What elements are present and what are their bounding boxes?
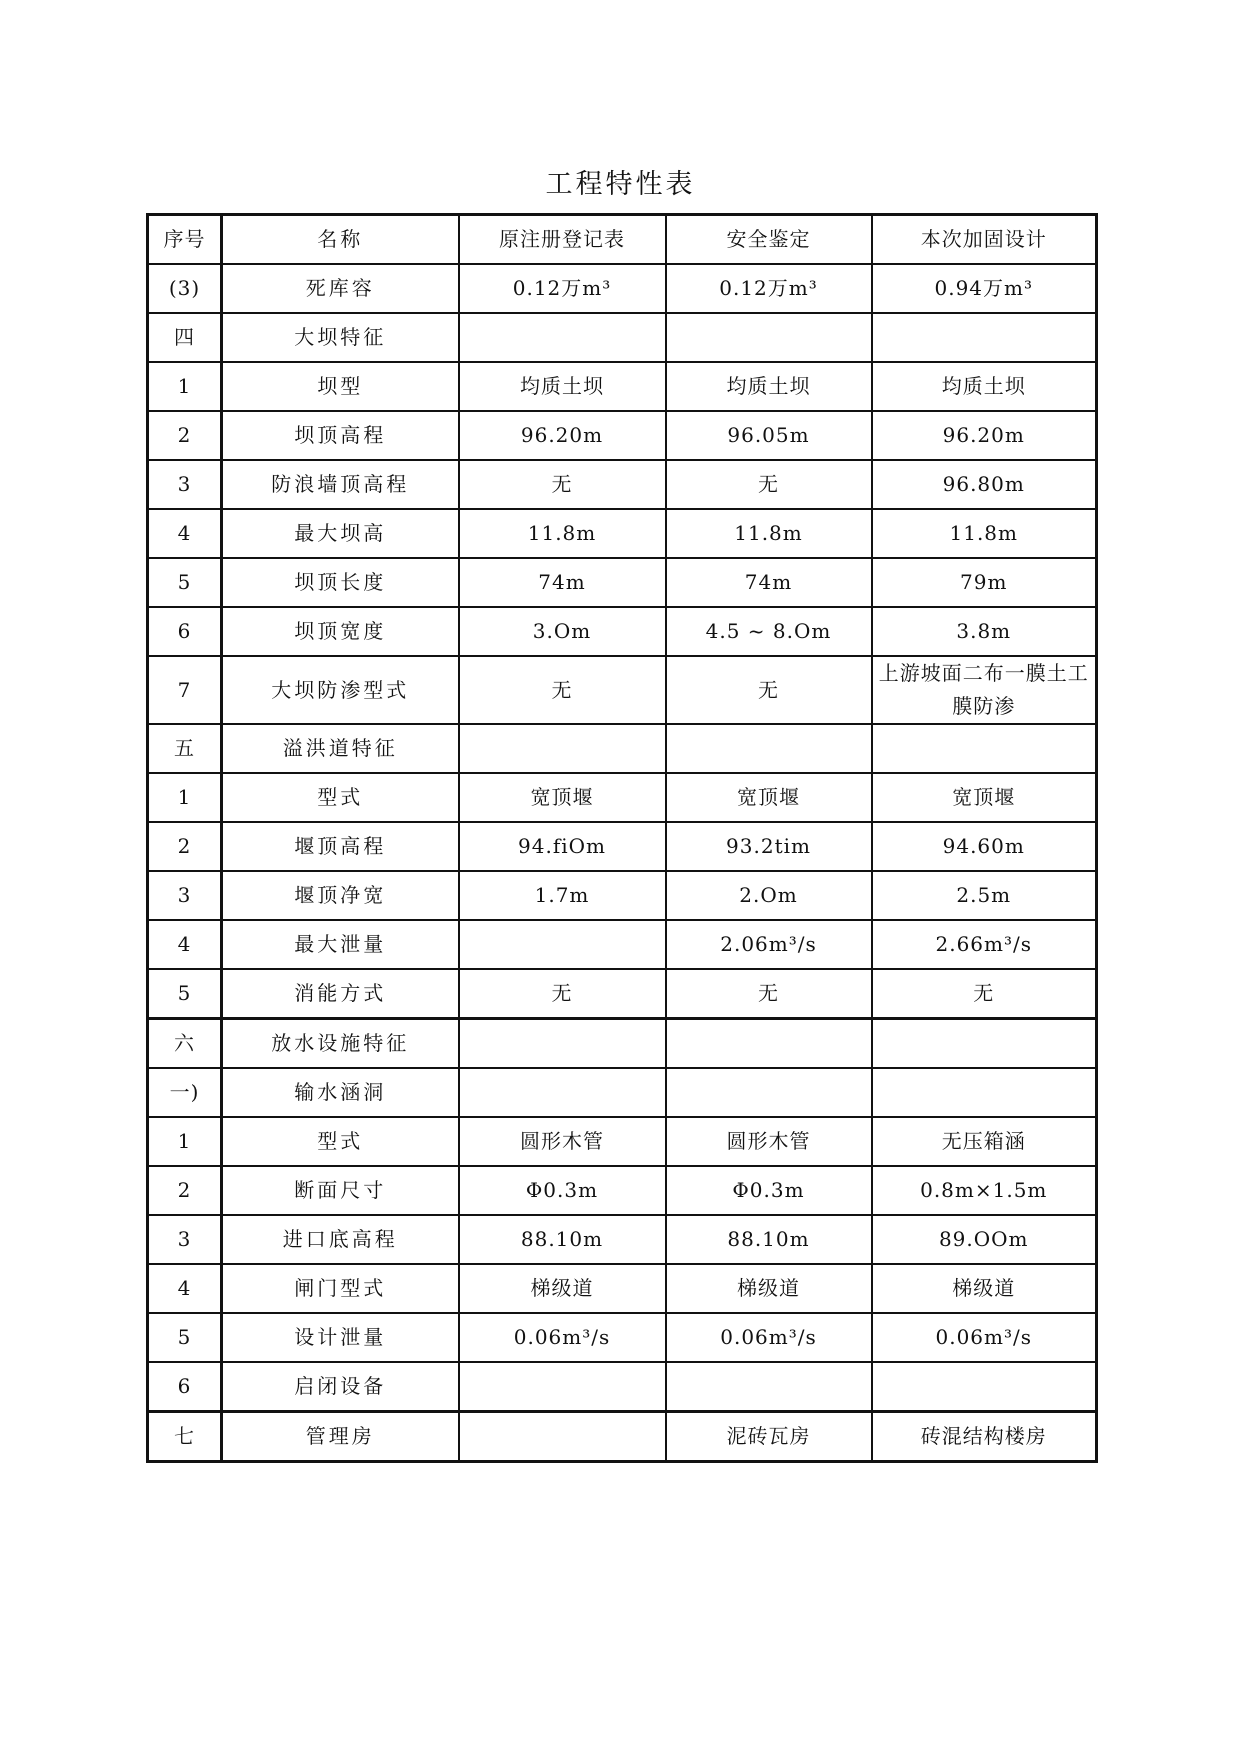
- table-row: [148, 607, 1097, 656]
- table-cell: 89.OOm: [872, 1215, 1097, 1264]
- table-cell: 消能方式: [222, 969, 459, 1019]
- table-cell: [459, 1068, 666, 1117]
- table-cell: 坝型: [222, 362, 459, 411]
- table-cell: 3: [148, 1215, 222, 1264]
- table-cell: 梯级道: [666, 1264, 872, 1313]
- table-cell: 0.06m³/s: [872, 1313, 1097, 1362]
- table-cell: 无: [459, 460, 666, 509]
- table-cell: 94.fiOm: [459, 822, 666, 871]
- table-cell: 74m: [459, 558, 666, 607]
- table-cell: 0.12万m³: [666, 264, 872, 313]
- table-row: [148, 969, 1097, 1019]
- table-row: [148, 411, 1097, 460]
- table-cell: [459, 313, 666, 362]
- table-cell: 无: [459, 969, 666, 1019]
- table-cell: 93.2tim: [666, 822, 872, 871]
- table-cell: 74m: [666, 558, 872, 607]
- header-cell: 名称: [222, 215, 459, 265]
- table-cell: 坝顶长度: [222, 558, 459, 607]
- table-row: [148, 558, 1097, 607]
- table-cell: 进口底高程: [222, 1215, 459, 1264]
- table-row: [148, 871, 1097, 920]
- table-row: [148, 1166, 1097, 1215]
- table-cell: 1.7m: [459, 871, 666, 920]
- table-cell: 2.5m: [872, 871, 1097, 920]
- table-header-row: [148, 215, 1097, 265]
- table-cell: 砖混结构楼房: [872, 1412, 1097, 1462]
- table-cell: 梯级道: [872, 1264, 1097, 1313]
- header-cell: 本次加固设计: [872, 215, 1097, 265]
- table-cell: 管理房: [222, 1412, 459, 1462]
- table-cell: [459, 1412, 666, 1462]
- table-cell: 4: [148, 509, 222, 558]
- table-cell: 放水设施特征: [222, 1019, 459, 1069]
- table-row: [148, 1019, 1097, 1069]
- table-row: [148, 362, 1097, 411]
- table-cell: 0.8m×1.5m: [872, 1166, 1097, 1215]
- table-cell: [459, 1019, 666, 1069]
- table-cell: 七: [148, 1412, 222, 1462]
- table-cell: 88.10m: [666, 1215, 872, 1264]
- table-cell: 11.8m: [666, 509, 872, 558]
- table-cell: [666, 313, 872, 362]
- table-row: [148, 656, 1097, 724]
- table-cell: 防浪墙顶高程: [222, 460, 459, 509]
- table-cell: 1: [148, 773, 222, 822]
- table-cell: 0.06m³/s: [666, 1313, 872, 1362]
- table-cell: 96.20m: [872, 411, 1097, 460]
- table-cell: 圆形木管: [459, 1117, 666, 1166]
- table-cell: 5: [148, 969, 222, 1019]
- table-cell: 上游坡面二布一膜土工膜防渗: [872, 656, 1097, 724]
- table-cell: 0.06m³/s: [459, 1313, 666, 1362]
- table-cell: 最大泄量: [222, 920, 459, 969]
- table-row: [148, 1313, 1097, 1362]
- table-cell: 94.60m: [872, 822, 1097, 871]
- table-cell: 3: [148, 871, 222, 920]
- table-row: [148, 920, 1097, 969]
- header-cell: 序号: [148, 215, 222, 265]
- table-cell: 2.06m³/s: [666, 920, 872, 969]
- table-cell: 断面尺寸: [222, 1166, 459, 1215]
- table-cell: 均质土坝: [459, 362, 666, 411]
- table-cell: 大坝特征: [222, 313, 459, 362]
- table-cell: 2.Om: [666, 871, 872, 920]
- table-cell: 闸门型式: [222, 1264, 459, 1313]
- table-cell: 输水涵洞: [222, 1068, 459, 1117]
- table-cell: 79m: [872, 558, 1097, 607]
- table-cell: 6: [148, 1362, 222, 1412]
- table-cell: [459, 1362, 666, 1412]
- table-cell: 2: [148, 411, 222, 460]
- table-cell: 96.20m: [459, 411, 666, 460]
- table-cell: 设计泄量: [222, 1313, 459, 1362]
- table-cell: [666, 1019, 872, 1069]
- table-row: [148, 724, 1097, 773]
- table-cell: 1: [148, 1117, 222, 1166]
- table-cell: 宽顶堰: [666, 773, 872, 822]
- table-cell: 4: [148, 1264, 222, 1313]
- table-cell: 5: [148, 1313, 222, 1362]
- table-cell: 启闭设备: [222, 1362, 459, 1412]
- table-cell: 坝顶高程: [222, 411, 459, 460]
- table-cell: 无: [872, 969, 1097, 1019]
- table-cell: 0.12万m³: [459, 264, 666, 313]
- table-cell: 5: [148, 558, 222, 607]
- table-cell: 泥砖瓦房: [666, 1412, 872, 1462]
- table-cell: [666, 724, 872, 773]
- table-cell: 3.Om: [459, 607, 666, 656]
- table-cell: 死库容: [222, 264, 459, 313]
- table-row: [148, 460, 1097, 509]
- table-cell: [459, 724, 666, 773]
- table-row: [148, 1412, 1097, 1462]
- table-row: [148, 773, 1097, 822]
- table-cell: 均质土坝: [666, 362, 872, 411]
- table-cell: 大坝防渗型式: [222, 656, 459, 724]
- table-row: [148, 1068, 1097, 1117]
- table-row: [148, 509, 1097, 558]
- table-cell: 型式: [222, 1117, 459, 1166]
- table-row: [148, 1362, 1097, 1412]
- table-row: [148, 1215, 1097, 1264]
- table-cell: [872, 1068, 1097, 1117]
- table-cell: 7: [148, 656, 222, 724]
- table-cell: 3.8m: [872, 607, 1097, 656]
- table-cell: 六: [148, 1019, 222, 1069]
- table-cell: 宽顶堰: [872, 773, 1097, 822]
- table-cell: 梯级道: [459, 1264, 666, 1313]
- header-cell: 安全鉴定: [666, 215, 872, 265]
- table-cell: 圆形木管: [666, 1117, 872, 1166]
- table-cell: 型式: [222, 773, 459, 822]
- table-cell: Φ0.3m: [666, 1166, 872, 1215]
- table-row: [148, 1264, 1097, 1313]
- table-cell: 4: [148, 920, 222, 969]
- table-cell: (3): [148, 264, 222, 313]
- table-cell: 四: [148, 313, 222, 362]
- table-cell: 无: [666, 969, 872, 1019]
- header-cell: 原注册登记表: [459, 215, 666, 265]
- table-cell: 11.8m: [459, 509, 666, 558]
- table-cell: Φ0.3m: [459, 1166, 666, 1215]
- table-cell: [872, 724, 1097, 773]
- table-cell: 最大坝高: [222, 509, 459, 558]
- table-cell: [666, 1362, 872, 1412]
- table-cell: 无: [459, 656, 666, 724]
- table-cell: 96.80m: [872, 460, 1097, 509]
- table-cell: 3: [148, 460, 222, 509]
- table-cell: 宽顶堰: [459, 773, 666, 822]
- table-cell: 2: [148, 822, 222, 871]
- table-cell: 0.94万m³: [872, 264, 1097, 313]
- table-cell: 6: [148, 607, 222, 656]
- table-cell: 溢洪道特征: [222, 724, 459, 773]
- table-cell: [872, 1362, 1097, 1412]
- table-cell: 坝顶宽度: [222, 607, 459, 656]
- table-row: [148, 313, 1097, 362]
- table-cell: 1: [148, 362, 222, 411]
- table-cell: 无: [666, 460, 872, 509]
- table-cell: [459, 920, 666, 969]
- table-cell: 11.8m: [872, 509, 1097, 558]
- table-cell: 堰顶高程: [222, 822, 459, 871]
- table-row: [148, 1117, 1097, 1166]
- project-characteristics-table: [146, 213, 1098, 1463]
- table-cell: [666, 1068, 872, 1117]
- table-cell: 一): [148, 1068, 222, 1117]
- table-cell: 2: [148, 1166, 222, 1215]
- table-cell: [872, 1019, 1097, 1069]
- table-cell: [872, 313, 1097, 362]
- page-title: 工程特性表: [545, 169, 696, 200]
- table-cell: 4.5 ~ 8.Om: [666, 607, 872, 656]
- table-row: [148, 264, 1097, 313]
- table-cell: 堰顶净宽: [222, 871, 459, 920]
- table-row: [148, 822, 1097, 871]
- table-cell: 2.66m³/s: [872, 920, 1097, 969]
- table-cell: 88.10m: [459, 1215, 666, 1264]
- table-cell: 五: [148, 724, 222, 773]
- table-cell: 均质土坝: [872, 362, 1097, 411]
- table-cell: 无: [666, 656, 872, 724]
- table-cell: 96.05m: [666, 411, 872, 460]
- table-cell: 无压箱涵: [872, 1117, 1097, 1166]
